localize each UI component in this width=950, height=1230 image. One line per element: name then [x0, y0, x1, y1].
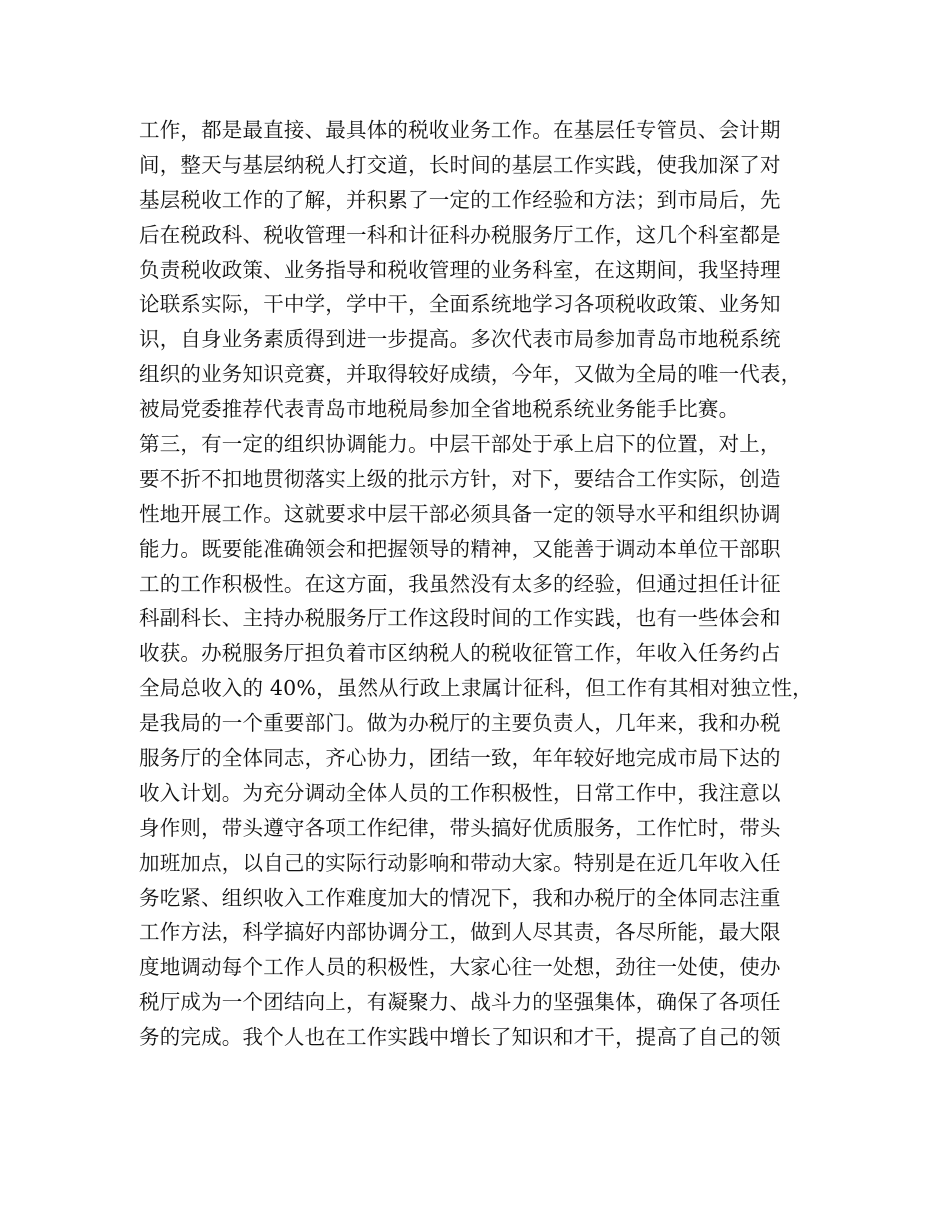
- text-line: 第三，有一定的组织协调能力。中层干部处于承上启下的位置，对上，: [139, 432, 781, 457]
- text-line: 能力。既要能准确领会和把握领导的精神，又能善于调动本单位干部职: [139, 536, 781, 561]
- text-line: 性地开展工作。这就要求中层干部必须具备一定的领导水平和组织协调: [139, 501, 781, 526]
- text-line: 加班加点，以自己的实际行动影响和带动大家。特别是在近几年收入任: [139, 850, 781, 875]
- text-line: 是我局的一个重要部门。做为办税厅的主要负责人，几年来，我和办税: [139, 711, 781, 736]
- text-line: 论联系实际，干中学，学中干，全面系统地学习各项税收政策、业务知: [139, 292, 781, 317]
- text-line: 务吃紧、组织收入工作难度加大的情况下，我和办税厅的全体同志注重: [139, 885, 781, 910]
- text-line: 组织的业务知识竞赛，并取得较好成绩，今年，又做为全局的唯一代表，: [139, 362, 802, 387]
- text-line: 工的工作积极性。在这方面，我虽然没有太多的经验，但通过担任计征: [139, 571, 781, 596]
- text-line: 务的完成。我个人也在工作实践中增长了知识和才干，提高了自己的领: [139, 1025, 781, 1050]
- text-line: 间，整天与基层纳税人打交道，长时间的基层工作实践，使我加深了对: [139, 152, 781, 177]
- text-line: 身作则，带头遵守各项工作纪律，带头搞好优质服务，工作忙时，带头: [139, 815, 781, 840]
- text-line: 要不折不扣地贯彻落实上级的批示方针，对下，要结合工作实际，创造: [139, 466, 781, 491]
- text-line: 负责税收政策、业务指导和税收管理的业务科室，在这期间，我坚持理: [139, 257, 781, 282]
- text-line: 服务厅的全体同志，齐心协力，团结一致，年年较好地完成市局下达的: [139, 746, 781, 771]
- text-line: 全局总收入的 40%，虽然从行政上隶属计征科，但工作有其相对独立性，: [139, 676, 813, 701]
- text-line: 度地调动每个工作人员的积极性，大家心往一处想，劲往一处使，使办: [139, 955, 781, 980]
- body-text: [139, 113, 839, 1055]
- text-line: 识，自身业务素质得到进一步提高。多次代表市局参加青岛市地税系统: [139, 327, 781, 352]
- text-line: 税厅成为一个团结向上，有凝聚力、战斗力的坚强集体，确保了各项任: [139, 990, 781, 1015]
- text-line: 被局党委推荐代表青岛市地税局参加全省地税系统业务能手比赛。: [139, 397, 740, 422]
- text-line: 收入计划。为充分调动全体人员的工作积极性，日常工作中，我注意以: [139, 780, 781, 805]
- text-line: 工作方法，科学搞好内部协调分工，做到人尽其责，各尽所能，最大限: [139, 920, 781, 945]
- text-line: 工作，都是最直接、最具体的税收业务工作。在基层任专管员、会计期: [139, 118, 781, 142]
- text-line: 收获。办税服务厅担负着市区纳税人的税收征管工作，年收入任务约占: [139, 641, 781, 666]
- text-line: 科副科长、主持办税服务厅工作这段时间的工作实践，也有一些体会和: [139, 606, 781, 631]
- text-line: 基层税收工作的了解，并积累了一定的工作经验和方法；到市局后，先: [139, 187, 781, 212]
- text-line: 后在税政科、税收管理一科和计征科办税服务厅工作，这几个科室都是: [139, 222, 781, 247]
